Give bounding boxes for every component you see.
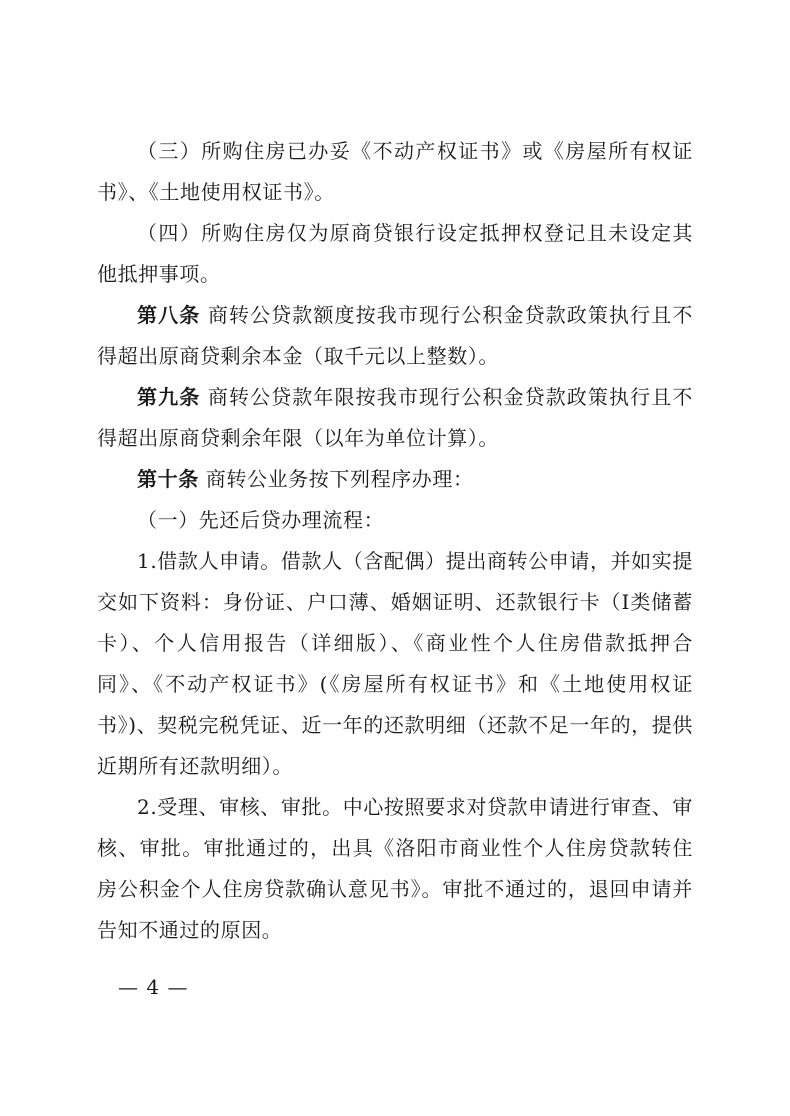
paragraph-text: （三）所购住房已办妥《不动产权证书》或《房屋所有权证书》、《土地使用权证书》。 — [97, 139, 693, 204]
article-heading: 第八条 — [137, 303, 201, 327]
paragraph-text: 1.借款人申请。借款人（含配偶）提出商转公申请，并如实提交如下资料：身份证、户口薄、婚姻证明、还款银行卡（I类储蓄卡）、个人信用报告（详细版）、《商业性个人住房借款抵押合同》、《不动产权证书》(《房屋所有权证书》和《土地使用权证书》)、契税完税凭证、近一年的还款明细（还款不足一年的，提供近期所有还款明细）。 — [97, 549, 693, 778]
page-number: — 4 — — [118, 975, 189, 999]
paragraph-text: 商转公业务按下列程序办理： — [198, 467, 474, 491]
paragraph-text: （一）先还后贷办理流程： — [137, 508, 385, 532]
paragraph-4 — [97, 213, 693, 295]
paragraph-3 — [97, 131, 693, 213]
paragraph-text: （四）所购住房仅为原商贷银行设定抵押权登记且未设定其他抵押事项。 — [97, 221, 693, 286]
article-9 — [97, 377, 693, 459]
step-1 — [97, 541, 693, 787]
paragraph-text: 商转公贷款年限按我市现行公积金贷款政策执行且不得超出原商贷剩余年限（以年为单位计算）。 — [97, 385, 693, 450]
article-10 — [97, 459, 693, 500]
step-2 — [97, 787, 693, 951]
paragraph-text: 商转公贷款额度按我市现行公积金贷款政策执行且不得超出原商贷剩余本金（取千元以上整数）。 — [97, 303, 693, 368]
article-heading: 第十条 — [137, 467, 199, 491]
document-body — [97, 131, 693, 951]
subsection-1 — [97, 500, 693, 541]
article-heading: 第九条 — [137, 385, 201, 409]
paragraph-text: 2.受理、审核、审批。中心按照要求对贷款申请进行审查、审核、审批。审批通过的，出具《洛阳市商业性个人住房贷款转住房公积金个人住房贷款确认意见书》。审批不通过的，退回申请并告知不通过的原因。 — [97, 795, 693, 942]
article-8 — [97, 295, 693, 377]
